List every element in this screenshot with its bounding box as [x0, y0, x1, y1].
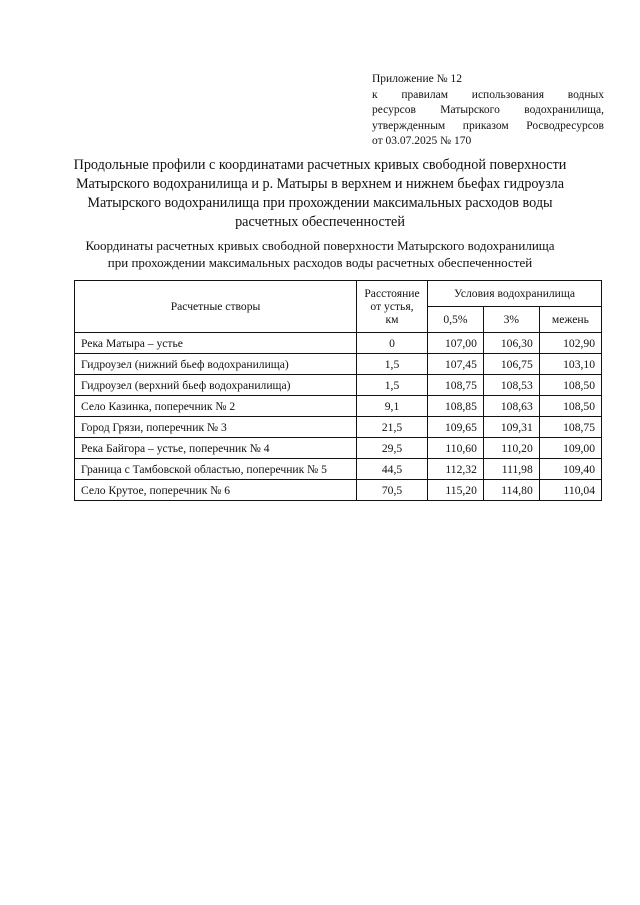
header-distance-line: Расстояние: [364, 287, 420, 300]
cell-site: Граница с Тамбовской областью, поперечник № 5: [75, 459, 357, 480]
cell-low: 102,90: [539, 333, 601, 354]
header-distance: [357, 281, 428, 333]
cell-p3: 114,80: [483, 480, 539, 501]
title-line: расчетных обеспеченностей: [235, 214, 405, 230]
cell-p05: 109,65: [428, 417, 484, 438]
cell-site: Село Казинка, поперечник № 2: [75, 396, 357, 417]
cell-p05: 112,32: [428, 459, 484, 480]
header-distance-line: км: [385, 313, 399, 326]
cell-p3: 106,75: [483, 354, 539, 375]
cell-p3: 110,20: [483, 438, 539, 459]
cell-p05: 115,20: [428, 480, 484, 501]
annex-number: Приложение № 12: [372, 73, 462, 85]
cell-distance: 1,5: [357, 375, 428, 396]
table-row: [75, 375, 602, 396]
cell-p3: 106,30: [483, 333, 539, 354]
cell-low: 108,50: [539, 375, 601, 396]
header-distance-line: от устья,: [370, 300, 414, 313]
cell-distance: 9,1: [357, 396, 428, 417]
annex-line: утвержденным приказом Росводресурсов: [372, 119, 604, 132]
cell-p05: 108,75: [428, 375, 484, 396]
table-row: [75, 333, 602, 354]
caption-line: Координаты расчетных кривых свободной поверхности Матырского водохранилища: [85, 238, 555, 253]
cell-site: Село Крутое, поперечник № 6: [75, 480, 357, 501]
cell-low: 103,10: [539, 354, 601, 375]
cell-site: Город Грязи, поперечник № 3: [75, 417, 357, 438]
cell-p3: 111,98: [483, 459, 539, 480]
cell-low: 108,50: [539, 396, 601, 417]
annex-date: от 03.07.2025 № 170: [372, 135, 472, 147]
cell-site: Гидроузел (верхний бьеф водохранилища): [75, 375, 357, 396]
table-row: [75, 480, 602, 501]
table-row: [75, 417, 602, 438]
coordinates-table: [74, 280, 602, 501]
table-row: [75, 354, 602, 375]
table-row: [75, 396, 602, 417]
cell-site: Гидроузел (нижний бьеф водохранилища): [75, 354, 357, 375]
annex-line: к правилам использования водных: [372, 88, 604, 101]
table-row: [75, 459, 602, 480]
cell-p05: 110,60: [428, 438, 484, 459]
cell-low: 110,04: [539, 480, 601, 501]
cell-p3: 109,31: [483, 417, 539, 438]
annex-note: [372, 72, 604, 150]
cell-site: Река Матыра – устье: [75, 333, 357, 354]
title-line: Продольные профили с координатами расчетных кривых свободной поверхности: [73, 157, 567, 173]
cell-low: 108,75: [539, 417, 601, 438]
header-p05: 0,5%: [428, 307, 484, 333]
cell-distance: 29,5: [357, 438, 428, 459]
cell-low: 109,40: [539, 459, 601, 480]
cell-site: Река Байгора – устье, поперечник № 4: [75, 438, 357, 459]
cell-p05: 107,45: [428, 354, 484, 375]
caption-line: при прохождении максимальных расходов воды расчетных обеспеченностей: [107, 255, 533, 270]
cell-p05: 108,85: [428, 396, 484, 417]
table-caption: [60, 237, 580, 271]
cell-distance: 1,5: [357, 354, 428, 375]
title-line: Матырского водохранилища и р. Матыры в верхнем и нижнем бьефах гидроузла: [75, 176, 565, 192]
header-low: межень: [539, 307, 601, 333]
annex-line: ресурсов Матырского водохранилища,: [372, 104, 604, 116]
cell-distance: 0: [357, 333, 428, 354]
document-title: [60, 156, 580, 232]
cell-p3: 108,53: [483, 375, 539, 396]
cell-p3: 108,63: [483, 396, 539, 417]
header-sites: Расчетные створы: [75, 281, 357, 333]
cell-distance: 21,5: [357, 417, 428, 438]
header-p3: 3%: [483, 307, 539, 333]
header-conditions: Условия водохранилища: [428, 281, 602, 307]
cell-distance: 70,5: [357, 480, 428, 501]
title-line: Матырского водохранилища при прохождении максимальных расходов воды: [87, 195, 553, 211]
cell-p05: 107,00: [428, 333, 484, 354]
cell-distance: 44,5: [357, 459, 428, 480]
table-row: [75, 438, 602, 459]
cell-low: 109,00: [539, 438, 601, 459]
